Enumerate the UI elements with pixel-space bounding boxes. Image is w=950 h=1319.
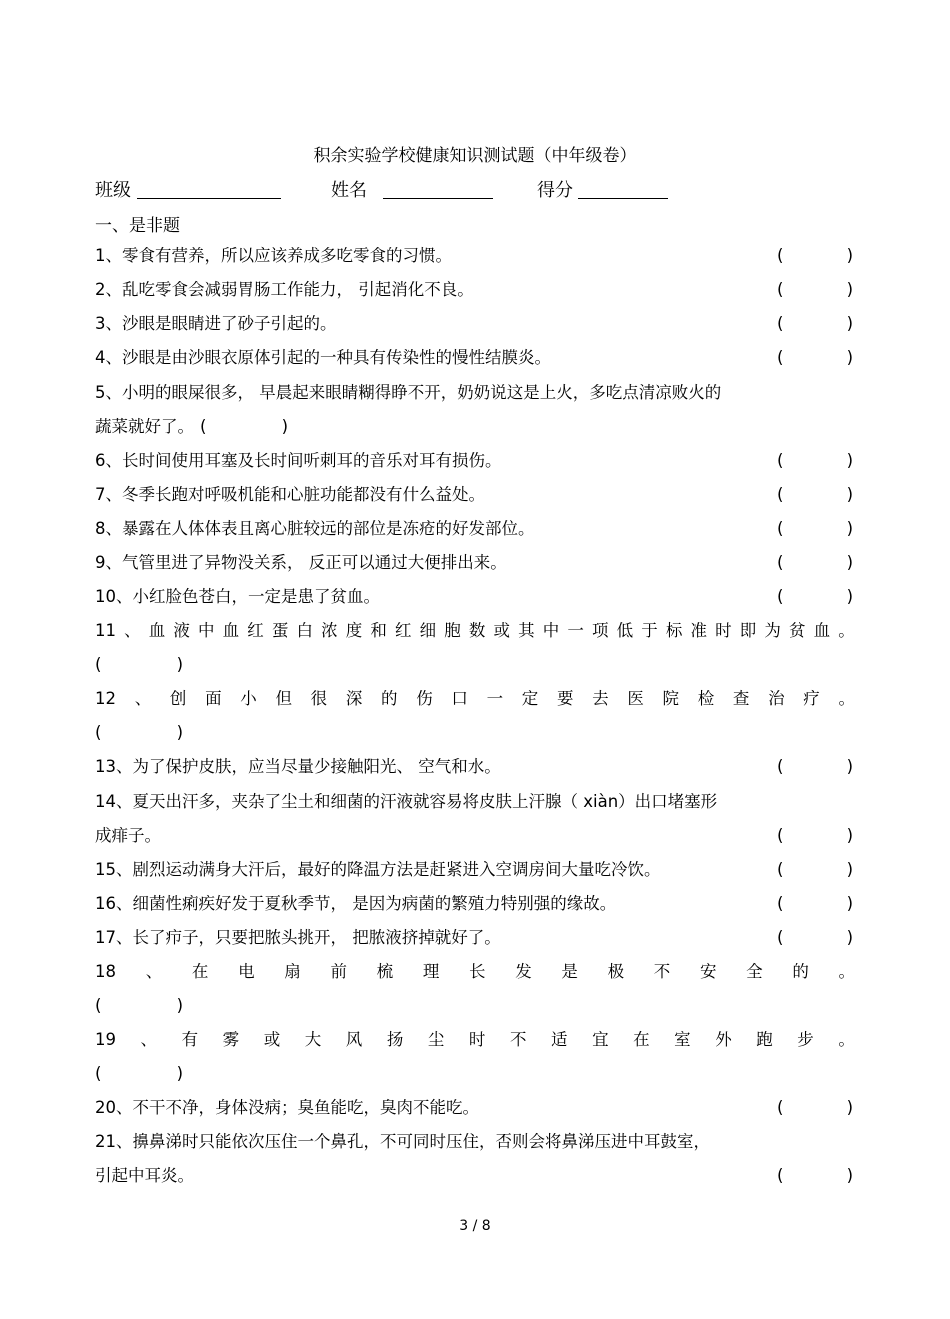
question-item bbox=[95, 887, 855, 921]
paren-close: ) bbox=[176, 996, 183, 1015]
section-heading: 一、是非题 bbox=[95, 216, 180, 236]
question-char: 18 bbox=[95, 962, 116, 981]
question-char: 的 bbox=[381, 689, 398, 708]
question-text: 1、零食有营养，所以应该养成多吃零食的习惯。 bbox=[95, 246, 452, 265]
question-char: 全 bbox=[746, 962, 763, 981]
question-char: 安 bbox=[699, 962, 717, 981]
question-char: 前 bbox=[330, 962, 347, 981]
question-char: 或 bbox=[493, 621, 510, 640]
question-char: 一 bbox=[567, 621, 584, 640]
question-item bbox=[95, 921, 855, 955]
question-char: 步 bbox=[797, 1030, 814, 1049]
paren-open: ( bbox=[777, 280, 784, 299]
question-item bbox=[95, 239, 855, 273]
paren-open: ( bbox=[777, 894, 784, 913]
question-char: 于 bbox=[641, 621, 658, 640]
question-item bbox=[95, 512, 855, 546]
answer-bracket[interactable] bbox=[777, 478, 853, 512]
paren-close: ) bbox=[846, 860, 853, 879]
question-item bbox=[95, 682, 855, 716]
paren-open: ( bbox=[95, 655, 102, 674]
question-char: 其 bbox=[518, 621, 535, 640]
paren-close: ) bbox=[281, 417, 288, 436]
paren-open: ( bbox=[777, 757, 784, 776]
question-char: 项 bbox=[592, 621, 609, 640]
question-text: 6、长时间使用耳塞及长时间听刺耳的音乐对耳有损伤。 bbox=[95, 451, 502, 470]
question-char: 数 bbox=[468, 621, 486, 640]
question-char: 室 bbox=[674, 1030, 691, 1049]
question-char: 白 bbox=[296, 621, 313, 640]
paren-open: ( bbox=[200, 417, 207, 436]
question-char: 但 bbox=[275, 689, 292, 708]
question-continuation bbox=[95, 1159, 855, 1193]
question-item bbox=[95, 1023, 855, 1057]
answer-bracket[interactable] bbox=[777, 887, 853, 921]
paren-close: ) bbox=[176, 1064, 183, 1083]
question-char: 细 bbox=[419, 621, 437, 640]
question-continuation bbox=[95, 648, 855, 682]
question-char: 在 bbox=[191, 962, 209, 981]
question-char: 标 bbox=[665, 621, 683, 640]
question-char: 口 bbox=[451, 689, 468, 708]
answer-bracket[interactable] bbox=[777, 307, 853, 341]
question-text: 14、夏天出汗多，夹杂了尘土和细菌的汗液就容易将皮肤上汗腺（ xiàn）出口堵塞形 bbox=[95, 792, 718, 811]
question-char: 胞 bbox=[444, 621, 461, 640]
question-char: 液 bbox=[173, 621, 190, 640]
question-char: 时 bbox=[468, 1030, 486, 1049]
question-continuation bbox=[95, 410, 855, 444]
question-char: 中 bbox=[542, 621, 560, 640]
answer-bracket[interactable] bbox=[95, 1057, 183, 1091]
answer-bracket[interactable] bbox=[777, 512, 853, 546]
question-char: 在 bbox=[633, 1030, 650, 1049]
question-text: 8、暴露在人体体表且离心脏较远的部位是冻疮的好发部位。 bbox=[95, 519, 535, 538]
question-item bbox=[95, 580, 855, 614]
question-char: 小 bbox=[240, 689, 257, 708]
question-item bbox=[95, 341, 855, 375]
question-text: 7、冬季长跑对呼吸机能和心脏功能都没有什么益处。 bbox=[95, 485, 485, 504]
question-char: 不 bbox=[653, 962, 671, 981]
paren-close: ) bbox=[846, 928, 853, 947]
question-char: 。 bbox=[838, 1030, 855, 1049]
question-item bbox=[95, 750, 855, 784]
question-char: 发 bbox=[515, 962, 532, 981]
paren-close: ) bbox=[846, 894, 853, 913]
question-char: 即 bbox=[739, 621, 757, 640]
question-char: 。 bbox=[838, 962, 855, 981]
answer-bracket[interactable] bbox=[777, 444, 853, 478]
question-char: 定 bbox=[521, 689, 539, 708]
question-char: 检 bbox=[697, 689, 715, 708]
paren-close: ) bbox=[846, 451, 853, 470]
question-text-cont: 引起中耳炎。 bbox=[95, 1166, 194, 1185]
question-char: 极 bbox=[607, 962, 625, 981]
paren-open: ( bbox=[777, 928, 784, 947]
question-char: 红 bbox=[395, 621, 412, 640]
question-char: 面 bbox=[205, 689, 222, 708]
question-continuation bbox=[95, 1057, 855, 1091]
question-char: 的 bbox=[792, 962, 809, 981]
question-char: 梳 bbox=[376, 962, 394, 981]
answer-bracket[interactable] bbox=[777, 1159, 853, 1193]
paren-open: ( bbox=[777, 485, 784, 504]
question-text: 3、沙眼是眼睛进了砂子引起的。 bbox=[95, 314, 337, 333]
paren-close: ) bbox=[846, 826, 853, 845]
question-continuation bbox=[95, 819, 855, 853]
question-char: 浓 bbox=[321, 621, 338, 640]
question-char: 中 bbox=[198, 621, 215, 640]
question-char: 血 bbox=[222, 621, 240, 640]
question-char: 院 bbox=[662, 689, 679, 708]
question-char: 创 bbox=[169, 689, 187, 708]
question-text: 2、乱吃零食会减弱胃肠工作能力， 引起消化不良。 bbox=[95, 280, 474, 299]
paren-close: ) bbox=[846, 1098, 853, 1117]
paren-open: ( bbox=[777, 826, 784, 845]
answer-bracket[interactable] bbox=[777, 341, 853, 375]
question-text: 5、小明的眼屎很多， 早晨起来眼睛糊得睁不开，奶奶说这是上火，多吃点清凉败火的 bbox=[95, 383, 722, 402]
answer-bracket[interactable] bbox=[777, 273, 853, 307]
question-text: 4、沙眼是由沙眼衣原体引起的一种具有传染性的慢性结膜炎。 bbox=[95, 348, 551, 367]
answer-bracket[interactable] bbox=[777, 819, 853, 853]
question-char: 蛋 bbox=[271, 621, 289, 640]
question-char: 、 bbox=[140, 1030, 158, 1049]
question-char: 很 bbox=[310, 689, 328, 708]
question-char: 11 bbox=[95, 621, 116, 640]
question-char: 雾 bbox=[222, 1030, 240, 1049]
class-label: 班级 bbox=[95, 180, 131, 201]
paren-close: ) bbox=[846, 314, 853, 333]
question-text: 9、气管里进了异物没关系， 反正可以通过大便排出来。 bbox=[95, 553, 507, 572]
paren-open: ( bbox=[777, 348, 784, 367]
paren-close: ) bbox=[846, 519, 853, 538]
question-char: 宜 bbox=[592, 1030, 609, 1049]
question-char: 跑 bbox=[756, 1030, 773, 1049]
class-blank[interactable] bbox=[137, 198, 281, 199]
paren-close: ) bbox=[846, 1166, 853, 1185]
question-char: 有 bbox=[181, 1030, 199, 1049]
question-item bbox=[95, 614, 855, 648]
answer-bracket[interactable] bbox=[777, 750, 853, 784]
question-char: 要 bbox=[556, 689, 574, 708]
question-char: 12 bbox=[95, 689, 116, 708]
paren-close: ) bbox=[176, 655, 183, 674]
paren-open: ( bbox=[777, 519, 784, 538]
answer-bracket[interactable] bbox=[95, 648, 183, 682]
question-continuation bbox=[95, 989, 855, 1023]
question-char: 电 bbox=[238, 962, 255, 981]
question-item bbox=[95, 376, 855, 410]
question-item bbox=[95, 1125, 855, 1159]
question-char: 适 bbox=[551, 1030, 568, 1049]
question-item bbox=[95, 546, 855, 580]
paren-close: ) bbox=[846, 348, 853, 367]
question-item bbox=[95, 273, 855, 307]
question-char: 一 bbox=[486, 689, 504, 708]
question-char: 不 bbox=[509, 1030, 527, 1049]
paren-close: ) bbox=[846, 280, 853, 299]
question-char: 大 bbox=[304, 1030, 322, 1049]
paren-close: ) bbox=[846, 246, 853, 265]
question-char: 红 bbox=[247, 621, 264, 640]
answer-bracket[interactable] bbox=[777, 546, 853, 580]
score-label: 得分 bbox=[537, 180, 573, 201]
question-char: 、 bbox=[124, 621, 141, 640]
question-char: 和 bbox=[370, 621, 387, 640]
question-char: 尘 bbox=[427, 1030, 445, 1049]
question-continuation bbox=[95, 716, 855, 750]
answer-bracket[interactable] bbox=[200, 410, 288, 444]
question-item bbox=[95, 307, 855, 341]
question-item bbox=[95, 853, 855, 887]
question-item bbox=[95, 444, 855, 478]
question-item bbox=[95, 955, 855, 989]
question-text-cont: 成痱子。 bbox=[95, 826, 161, 845]
paren-close: ) bbox=[846, 757, 853, 776]
question-text: 15、剧烈运动满身大汗后，最好的降温方法是赶紧进入空调房间大量吃冷饮。 bbox=[95, 860, 661, 879]
question-char: 低 bbox=[616, 621, 634, 640]
question-text: 20、不干不净，身体没病；臭鱼能吃，臭肉不能吃。 bbox=[95, 1098, 479, 1117]
question-char: 伤 bbox=[416, 689, 433, 708]
answer-bracket[interactable] bbox=[777, 853, 853, 887]
question-item bbox=[95, 785, 855, 819]
paren-close: ) bbox=[846, 553, 853, 572]
paren-open: ( bbox=[95, 1064, 102, 1083]
question-char: 风 bbox=[345, 1030, 363, 1049]
paren-close: ) bbox=[846, 587, 853, 606]
question-char: 去 bbox=[592, 689, 609, 708]
answer-bracket[interactable] bbox=[777, 580, 853, 614]
question-char: 理 bbox=[422, 962, 440, 981]
page-number: 3 / 8 bbox=[459, 1218, 491, 1234]
paren-open: ( bbox=[777, 246, 784, 265]
answer-bracket[interactable] bbox=[777, 921, 853, 955]
question-text-cont: 蔬菜就好了。 bbox=[95, 417, 194, 436]
question-char: 长 bbox=[469, 962, 486, 981]
answer-bracket[interactable] bbox=[777, 239, 853, 273]
question-char: 疗 bbox=[803, 689, 820, 708]
paren-open: ( bbox=[777, 314, 784, 333]
answer-bracket[interactable] bbox=[777, 1091, 853, 1125]
question-char: 医 bbox=[627, 689, 644, 708]
paren-close: ) bbox=[846, 485, 853, 504]
question-text: 21、擤鼻涕时只能依次压住一个鼻孔，不可同时压住，否则会将鼻涕压进中耳鼓室， bbox=[95, 1132, 710, 1151]
question-text: 16、细菌性痢疾好发于夏秋季节， 是因为病菌的繁殖力特别强的缘故。 bbox=[95, 894, 617, 913]
question-char: 、 bbox=[134, 689, 152, 708]
student-info-row bbox=[95, 176, 855, 202]
paren-open: ( bbox=[95, 996, 102, 1015]
question-char: 血 bbox=[813, 621, 831, 640]
paren-open: ( bbox=[777, 451, 784, 470]
answer-bracket[interactable] bbox=[95, 989, 183, 1023]
question-char: 19 bbox=[95, 1030, 116, 1049]
paren-open: ( bbox=[777, 587, 784, 606]
question-char: 扬 bbox=[386, 1030, 404, 1049]
paren-close: ) bbox=[176, 723, 183, 742]
question-char: 查 bbox=[732, 689, 750, 708]
question-char: 时 bbox=[715, 621, 732, 640]
name-label: 姓名 bbox=[331, 180, 367, 201]
paren-open: ( bbox=[777, 1098, 784, 1117]
question-char: 。 bbox=[838, 621, 855, 640]
question-char: 为 bbox=[764, 621, 781, 640]
question-char: 、 bbox=[145, 962, 163, 981]
question-item bbox=[95, 1091, 855, 1125]
question-text: 13、为了保护皮肤，应当尽量少接触阳光、 空气和水。 bbox=[95, 757, 501, 776]
question-char: 是 bbox=[561, 962, 578, 981]
question-text: 10、小红脸色苍白，一定是患了贫血。 bbox=[95, 587, 380, 606]
question-char: 准 bbox=[690, 621, 707, 640]
paren-open: ( bbox=[777, 860, 784, 879]
question-char: 外 bbox=[715, 1030, 732, 1049]
question-char: 贫 bbox=[789, 621, 806, 640]
page-title: 积余实验学校健康知识测试题（中年级卷） bbox=[313, 146, 637, 166]
question-char: 扇 bbox=[284, 962, 301, 981]
question-text: 17、长了疖子，只要把脓头挑开， 把脓液挤掉就好了。 bbox=[95, 928, 501, 947]
score-blank[interactable] bbox=[578, 198, 668, 199]
question-char: 度 bbox=[345, 621, 363, 640]
question-char: 。 bbox=[838, 689, 855, 708]
question-char: 或 bbox=[263, 1030, 281, 1049]
question-char: 血 bbox=[148, 621, 166, 640]
question-char: 治 bbox=[768, 689, 785, 708]
paren-open: ( bbox=[95, 723, 102, 742]
paren-open: ( bbox=[777, 1166, 784, 1185]
question-item bbox=[95, 478, 855, 512]
answer-bracket[interactable] bbox=[95, 716, 183, 750]
question-char: 深 bbox=[345, 689, 363, 708]
paren-open: ( bbox=[777, 553, 784, 572]
name-blank[interactable] bbox=[383, 198, 493, 199]
